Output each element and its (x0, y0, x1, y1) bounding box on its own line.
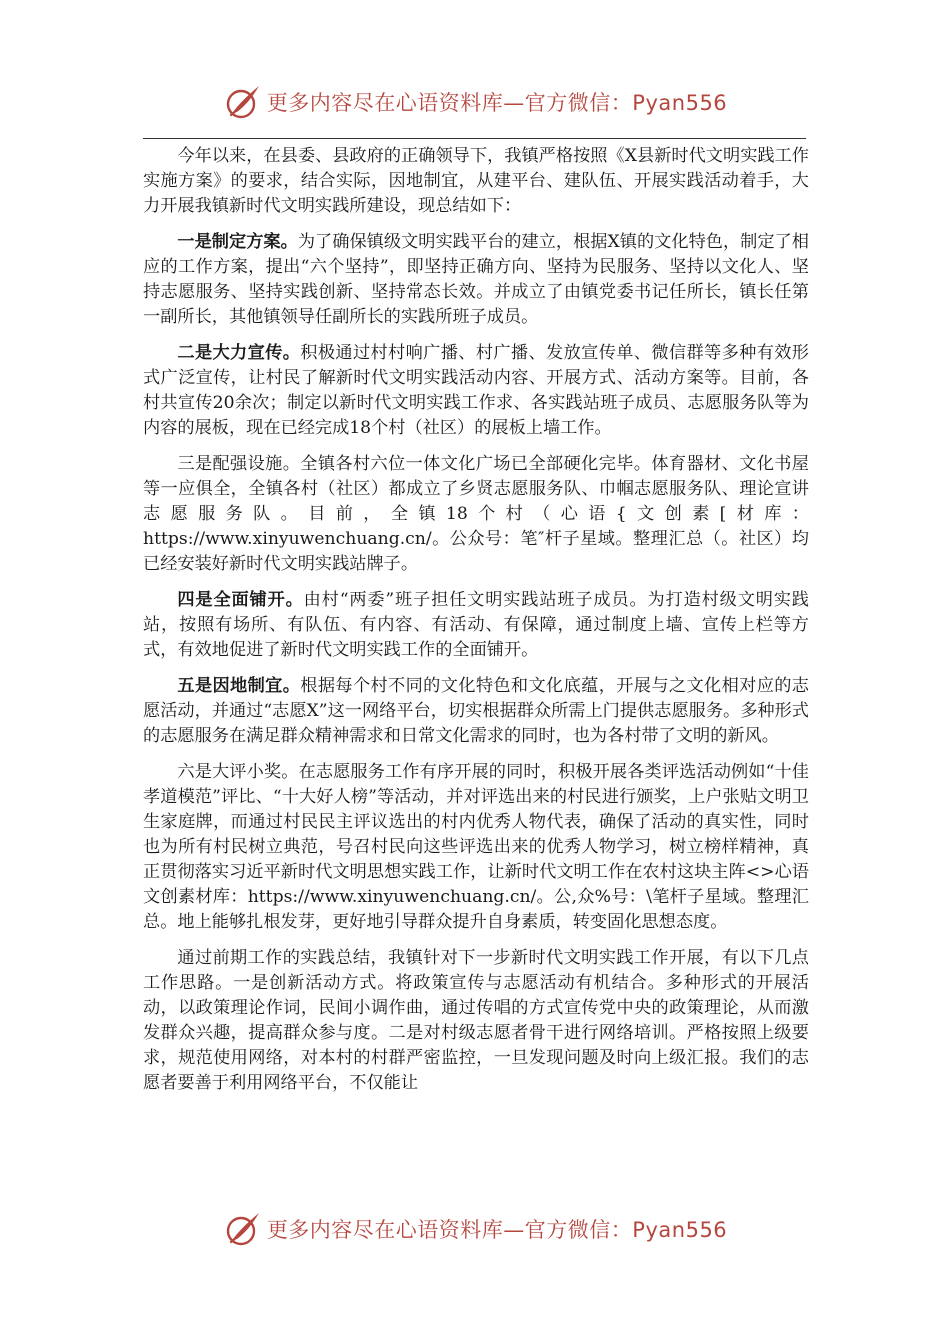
paragraph (143, 144, 809, 219)
paragraph (143, 946, 809, 1096)
paragraph (143, 588, 809, 663)
header-banner-text: 更多内容尽在心语资料库—官方微信：Pyan556 (266, 91, 728, 115)
paragraph-text: 积极通过村村响广播、村广播、发放宣传单、微信群等多种有效形式广泛宣传，让村民了解新时代文明实践活动内容、开展方式、活动方案等。目前，各村共宣传20余次；制定以新时代文明实践工作求、各实践站班子成员、志愿服务队等为内容的展板，现在已经完成18个村（社区）的展板上墙工作。 (143, 343, 809, 438)
quill-logo-icon (223, 82, 263, 122)
paragraph-lead: 一是制定方案。 (177, 232, 298, 252)
footer-banner (0, 1205, 950, 1253)
header-divider (143, 138, 806, 139)
paragraph-lead: 二是大力宣传。 (177, 343, 301, 363)
header-banner (0, 78, 950, 126)
paragraph (143, 760, 809, 935)
paragraph-lead: 五是因地制宜。 (177, 676, 301, 696)
paragraph-text: 由村“两委”班子担任文明实践站班子成员。为打造村级文明实践站，按照有场所、有队伍、有内容、有活动、有保障，通过制度上墙、宣传上栏等方式，有效地促进了新时代文明实践工作的全面铺开。 (143, 590, 809, 660)
paragraph-text: 六是大评小奖。在志愿服务工作有序开展的同时，积极开展各类评选活动例如“十佳孝道模范”评比、“十大好人榜”等活动，并对评选出来的村民进行颁奖，上户张贴文明卫生家庭牌，而通过村民民主评议选出的村内优秀人物代表，确保了活动的真实性，同时也为所有村民树立典范，号召村民向这些评选出来的优秀人物学习，树立榜样精神，真正贯彻落实习近平新时代文明思想实践工作，让新时代文明工作在农村这块主阵<>心语文创素材库：https://www.xinyuwenchuang.cn/。公,众%号：\笔杆子星域。整理汇总。地上能够扎根发芽，更好地引导群众提升自身素质，转变固化思想态度。 (143, 762, 809, 932)
document-body (143, 144, 809, 1107)
paragraph-lead: 四是全面铺开。 (177, 590, 304, 610)
paragraph-text: 通过前期工作的实践总结，我镇针对下一步新时代文明实践工作开展，有以下几点工作思路。一是创新活动方式。将政策宣传与志愿活动有机结合。多种形式的开展活动，以政策理论作词，民间小调作曲，通过传唱的方式宣传党中央的政策理论，从而激发群众兴趣，提高群众参与度。二是对村级志愿者骨干进行网络培训。严格按照上级要求，规范使用网络，对本村的村群严密监控，一旦发现问题及时向上级汇报。我们的志愿者要善于利用网络平台，不仅能让 (143, 948, 809, 1093)
footer-banner-text: 更多内容尽在心语资料库—官方微信：Pyan556 (266, 1218, 728, 1242)
paragraph (143, 230, 809, 330)
paragraph-text: 今年以来，在县委、县政府的正确领导下，我镇严格按照《X县新时代文明实践工作实施方案》的要求，结合实际，因地制宜，从建平台、建队伍、开展实践活动着手，大力开展我镇新时代文明实践所建设，现总结如下： (143, 146, 809, 216)
paragraph-text: 三是配强设施。全镇各村六位一体文化广场已全部硬化完毕。体育器材、文化书屋等一应俱全，全镇各村（社区）都成立了乡贤志愿服务队、巾帼志愿服务队、理论宣讲志愿服务队。目前，全镇18个村（心语{文创素[材库：https://www.xinyuwenchuang.cn/。公众号：笔″杆子星域。整理汇总（。社区）均已经安装好新时代文明实践站牌子。 (143, 454, 809, 574)
paragraph (143, 452, 809, 577)
paragraph-text: 为了确保镇级文明实践平台的建立，根据X镇的文化特色，制定了相应的工作方案，提出“六个坚持”，即坚持正确方向、坚持为民服务、坚持以文化人、坚持志愿服务、坚持实践创新、坚持常态长效。并成立了由镇党委书记任所长，镇长任第一副所长，其他镇领导任副所长的实践所班子成员。 (143, 232, 809, 327)
paragraph (143, 674, 809, 749)
paragraph-text: 根据每个村不同的文化特色和文化底蕴，开展与之文化相对应的志愿活动，并通过“志愿X”这一网络平台，切实根据群众所需上门提供志愿服务。多种形式的志愿服务在满足群众精神需求和日常文化需求的同时，也为各村带了文明的新风。 (143, 676, 809, 746)
quill-logo-icon (223, 1209, 263, 1249)
paragraph (143, 341, 809, 441)
